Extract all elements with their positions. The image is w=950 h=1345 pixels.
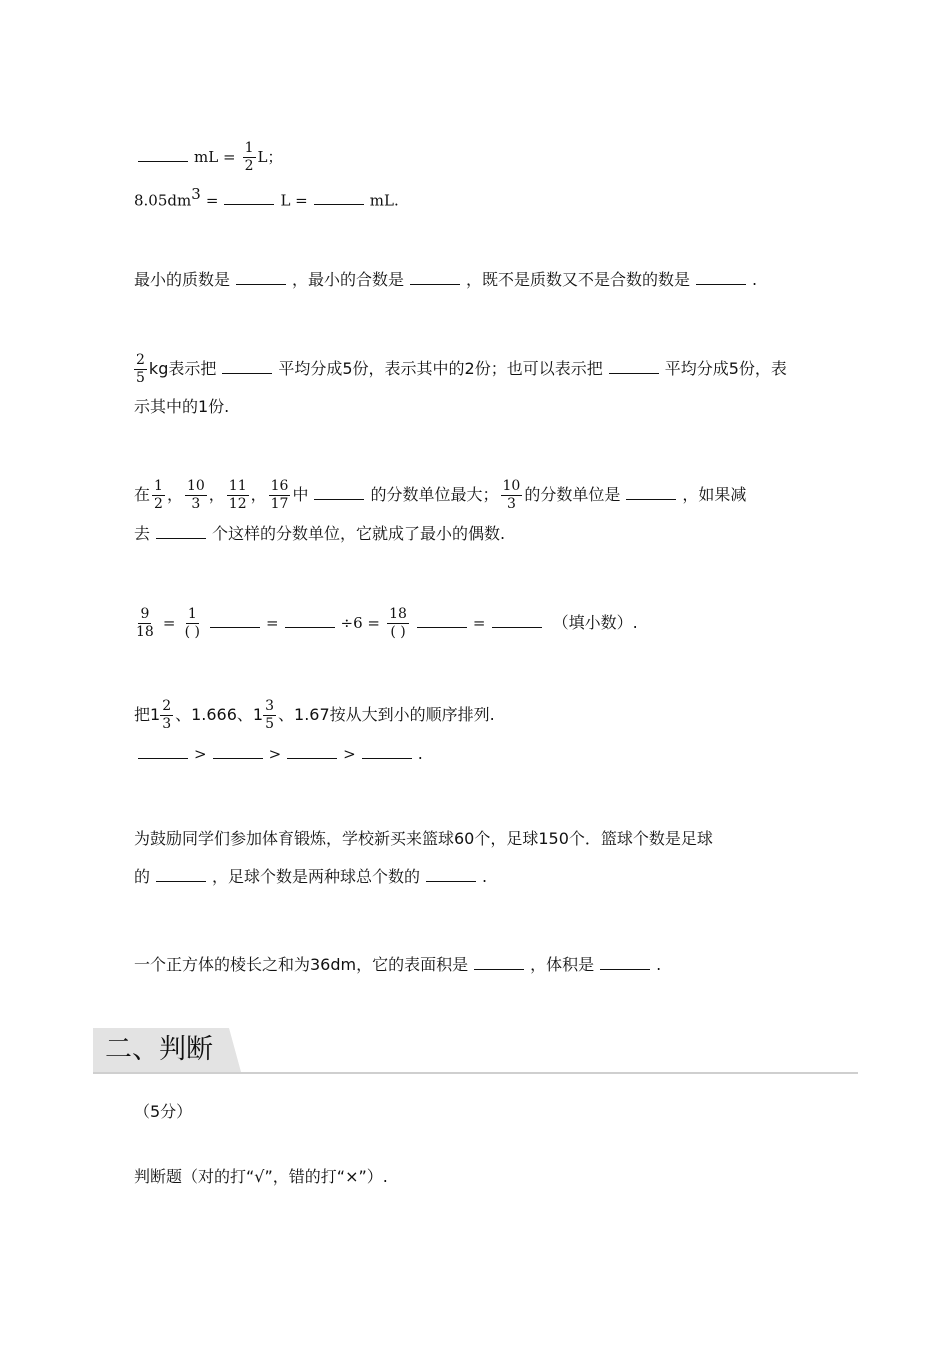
answer-blank[interactable] [138, 147, 188, 162]
section-title: 二、判断 [105, 1034, 213, 1065]
answer-blank[interactable] [222, 359, 272, 374]
fraction-question-line-2: 示其中的1份. [134, 397, 230, 416]
answer-blank[interactable] [362, 744, 412, 759]
section-header [93, 1028, 858, 1074]
answer-blank[interactable] [417, 613, 467, 628]
answer-blank[interactable] [213, 744, 263, 759]
volume-line-2: $8.05dm^3 = L$ = mL. [134, 185, 399, 210]
answer-blank[interactable] [224, 190, 274, 205]
fraction-question-line-1: $\frac{2}{5}$ kg表示把 平均分成5份，表示其中的2份；也可以表示把 平均分成5份，表 [136, 352, 787, 386]
fraction: $\frac{2}{5}$ [136, 352, 145, 386]
unit-question-line-1: 在 $\frac{1}{2}$ ， $\frac{10}{3}$ ， $\frac{11}{12}$ ， $\frac{16}{17}$ 中 的分数单位最大； $\frac{10}{3}$ 的分数单位是 ，如果减 [134, 478, 747, 512]
unit-question-line-2: 去 个这样的分数单位，它就成了最小的偶数. [134, 524, 506, 543]
answer-blank[interactable] [210, 613, 260, 628]
ball-question-line-2: 的 ，足球个数是两种球总个数的 . [134, 867, 488, 886]
prime-question: 最小的质数是 ，最小的合数是 ，既不是质数又不是合数的数是 . [134, 270, 758, 289]
ball-question-line-1: 为鼓励同学们参加体育锻炼，学校新买来篮球60个，足球150个．篮球个数是足球 [134, 829, 713, 848]
answer-blank[interactable] [156, 867, 206, 882]
fraction: $\frac{10}{3}$ [502, 478, 521, 512]
fraction: $\frac{3}{5}$ [265, 698, 275, 732]
answer-blank[interactable] [600, 955, 650, 970]
fraction: $\frac{2}{3}$ [162, 698, 172, 732]
answer-blank[interactable] [156, 524, 206, 539]
volume-line-1: mL = $\frac{1}{2}$ L； [134, 140, 283, 175]
answer-blank[interactable] [287, 744, 337, 759]
answer-blank[interactable] [314, 190, 364, 205]
fraction: $\frac{1}{2}$ [154, 478, 163, 512]
section-instruction: 判断题（对的打“√”，错的打“×”）. [134, 1167, 388, 1186]
section-score: （5分） [134, 1102, 193, 1121]
fraction: $\frac{9}{18}$ [136, 606, 154, 640]
answer-blank[interactable] [138, 744, 188, 759]
fraction: $\frac{1}{( )}$ [184, 606, 200, 640]
answer-blank[interactable] [285, 613, 335, 628]
order-question-line-2: > > > . [134, 742, 423, 766]
answer-blank[interactable] [314, 485, 364, 500]
answer-blank[interactable] [410, 270, 460, 285]
answer-blank[interactable] [492, 613, 542, 628]
order-question-line-1: 把1 $\frac{2}{3}$ 、1.666、1 $\frac{3}{5}$ 、1.67按从大到小的顺序排列. [134, 698, 495, 732]
answer-blank[interactable] [426, 867, 476, 882]
answer-blank[interactable] [696, 270, 746, 285]
fraction: $\frac{18}{( )}$ [389, 606, 407, 640]
cube-question: 一个正方体的棱长之和为36dm，它的表面积是 ，体积是 . [134, 955, 662, 974]
fraction: $\frac{16}{17}$ [270, 478, 289, 512]
fraction: $\frac{11}{12}$ [228, 478, 247, 512]
answer-blank[interactable] [626, 485, 676, 500]
fraction: $\frac{10}{3}$ [186, 478, 205, 512]
answer-blank[interactable] [236, 270, 286, 285]
fraction: $\frac{1}{2}$ [244, 140, 254, 174]
answer-blank[interactable] [609, 359, 659, 374]
answer-blank[interactable] [474, 955, 524, 970]
equiv-question: $\frac{9}{18}$ = $\frac{1}{( )}$ = ÷6 = $\frac{18}{( )}$ = （填小数）. [136, 606, 638, 640]
section-divider [93, 1072, 858, 1074]
